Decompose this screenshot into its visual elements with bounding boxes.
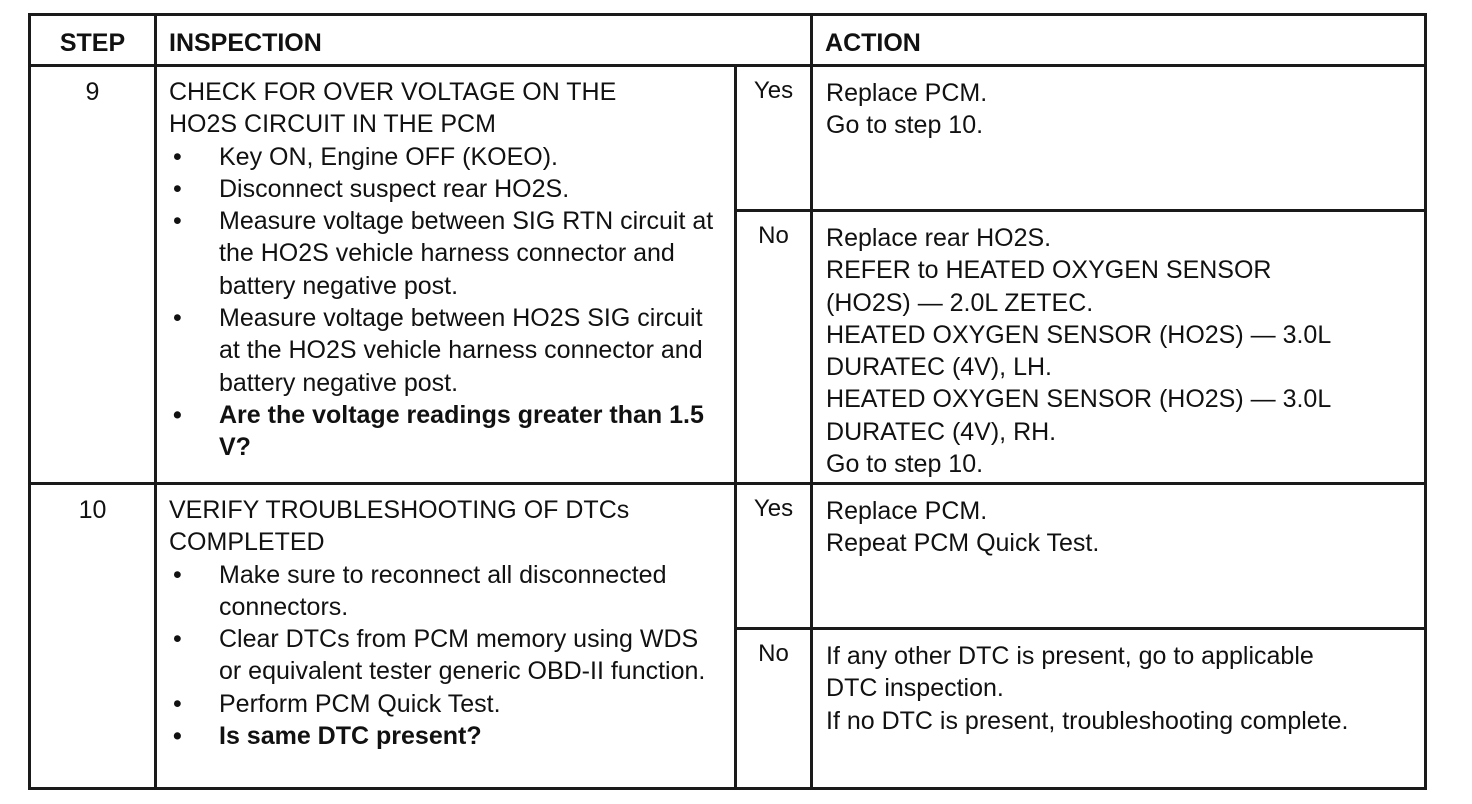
bullet-item: • Key ON, Engine OFF (KOEO). [169,141,724,173]
inspection-cell [156,66,736,484]
header-step: STEP [30,15,156,66]
inspection-title: VERIFY TROUBLESHOOTING OF DTCs [169,496,630,524]
step-9-yes-row [30,66,1426,211]
yes-action: Replace PCM. Repeat PCM Quick Test. [812,484,1426,629]
inspection-table [28,13,1427,790]
bullet-question: • Is same DTC present? [169,720,724,752]
bullet-question: • Are the voltage readings greater than 1.5 V? [169,399,724,464]
step-number: 10 [30,484,156,789]
inspection-title: HO2S CIRCUIT IN THE PCM [169,110,496,139]
header-row [30,15,1426,66]
yes-label: Yes [736,484,812,629]
no-label: No [736,629,812,789]
yes-label: Yes [736,66,812,211]
bullet-item: • Perform PCM Quick Test. [169,688,724,720]
header-action: ACTION [812,15,1426,66]
bullet-item: • Make sure to reconnect all disconnected connectors. [169,559,724,624]
inspection-title: CHECK FOR OVER VOLTAGE ON THE [169,78,617,106]
inspection-steps [169,141,724,464]
header-inspection: INSPECTION [156,15,812,66]
bullet-item: • Disconnect suspect rear HO2S. [169,173,724,205]
yes-action: Replace PCM. Go to step 10. [812,66,1426,211]
inspection-steps [169,559,724,753]
no-action: If any other DTC is present, go to applicable DTC inspection. If no DTC is present, troubleshooting complete. [812,629,1426,789]
no-label: No [736,211,812,484]
step-10-yes-row [30,484,1426,629]
inspection-cell [156,484,736,789]
inspection-title: COMPLETED [169,528,325,557]
bullet-item: • Measure voltage between HO2S SIG circuit at the HO2S vehicle harness connector and battery negative post. [169,302,724,399]
bullet-item: • Clear DTCs from PCM memory using WDS or equivalent tester generic OBD-II function. [169,623,724,688]
step-number: 9 [30,66,156,484]
bullet-item: • Measure voltage between SIG RTN circuit at the HO2S vehicle harness connector and battery negative post. [169,205,724,302]
no-action: Replace rear HO2S. REFER to HEATED OXYGEN SENSOR (HO2S) — 2.0L ZETEC. HEATED OXYGEN SENSOR (HO2S) — 3.0L DURATEC (4V), LH. HEATED OXYGEN SENSOR (HO2S) — 3.0L DURATEC (4V), RH. Go to step 10. [812,211,1426,484]
